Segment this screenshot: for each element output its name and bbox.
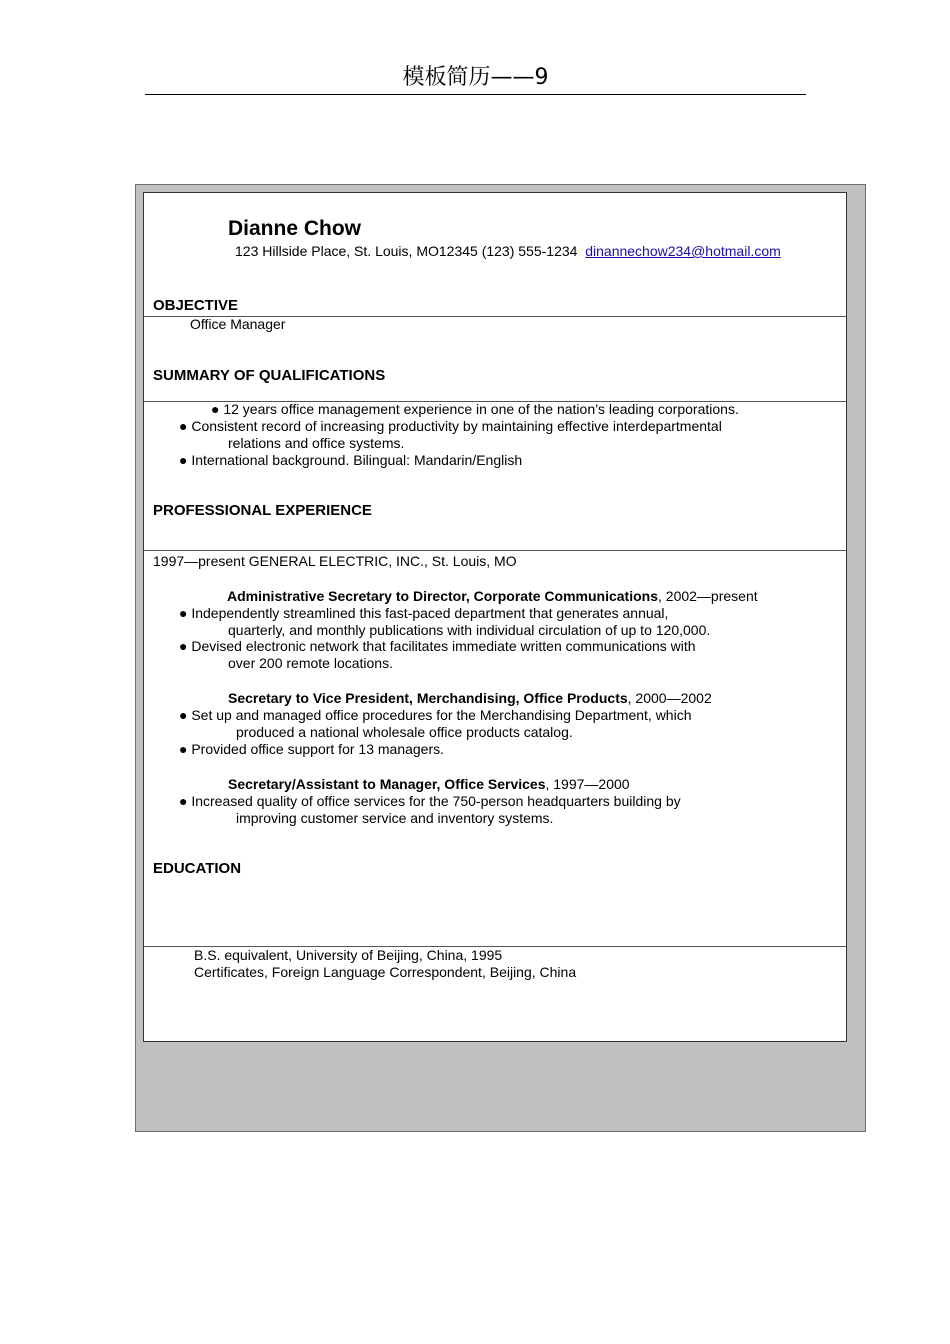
objective-heading: OBJECTIVE <box>153 297 239 314</box>
role-name: Secretary/Assistant to Manager, Office Services <box>228 776 546 792</box>
summary-bullet: ● 12 years office management experience in one of the nation’s leading corporations. <box>211 401 739 417</box>
contact-line <box>235 243 781 260</box>
summary-heading: SUMMARY OF QUALIFICATIONS <box>153 367 386 384</box>
education-item: Certificates, Foreign Language Correspondent, Beijing, China <box>194 964 577 980</box>
role-bullet-continued: produced a national wholesale office products catalog. <box>236 724 573 740</box>
summary-bullet: ● International background. Bilingual: Mandarin/English <box>179 452 523 468</box>
education-heading: EDUCATION <box>153 860 242 877</box>
education-item: B.S. equivalent, University of Beijing, China, 1995 <box>194 947 503 963</box>
summary-bullet: ● Consistent record of increasing productivity by maintaining effective interdepartmental <box>179 418 722 434</box>
role-name: Administrative Secretary to Director, Corporate Communications <box>227 588 658 604</box>
role-bullet-continued: improving customer service and inventory systems. <box>236 810 554 826</box>
resume-content <box>143 192 847 1042</box>
experience-heading: PROFESSIONAL EXPERIENCE <box>153 502 372 519</box>
document-title: 模板简历——9 <box>145 62 806 95</box>
email-link[interactable]: dinannechow234@hotmail.com <box>585 243 781 259</box>
role-title <box>227 588 758 605</box>
objective-text: Office Manager <box>190 316 286 332</box>
contact-address-phone: 123 Hillside Place, St. Louis, MO12345 (123) 555-1234 <box>235 243 578 259</box>
role-name: Secretary to Vice President, Merchandising, Office Products <box>228 690 628 706</box>
summary-bullet-continued: relations and office systems. <box>228 435 405 451</box>
role-bullet: ● Increased quality of office services for the 750-person headquarters building by <box>179 793 681 809</box>
divider <box>144 550 846 551</box>
role-dates: , 2000—2002 <box>627 690 712 706</box>
role-dates: , 2002—present <box>658 588 758 604</box>
role-bullet-continued: over 200 remote locations. <box>228 655 393 671</box>
role-bullet: ● Provided office support for 13 managers. <box>179 741 445 757</box>
role-bullet: ● Independently streamlined this fast-paced department that generates annual, <box>179 605 669 621</box>
role-title <box>228 690 712 707</box>
role-bullet-continued: quarterly, and monthly publications with individual circulation of up to 120,000. <box>228 622 711 638</box>
role-dates: , 1997—2000 <box>545 776 630 792</box>
role-bullet: ● Set up and managed office procedures for the Merchandising Department, which <box>179 707 692 723</box>
candidate-name: Dianne Chow <box>228 217 362 240</box>
role-title <box>228 776 630 793</box>
company-line: 1997—present GENERAL ELECTRIC, INC., St. Louis, MO <box>153 553 517 569</box>
role-bullet: ● Devised electronic network that facilitates immediate written communications with <box>179 638 696 654</box>
